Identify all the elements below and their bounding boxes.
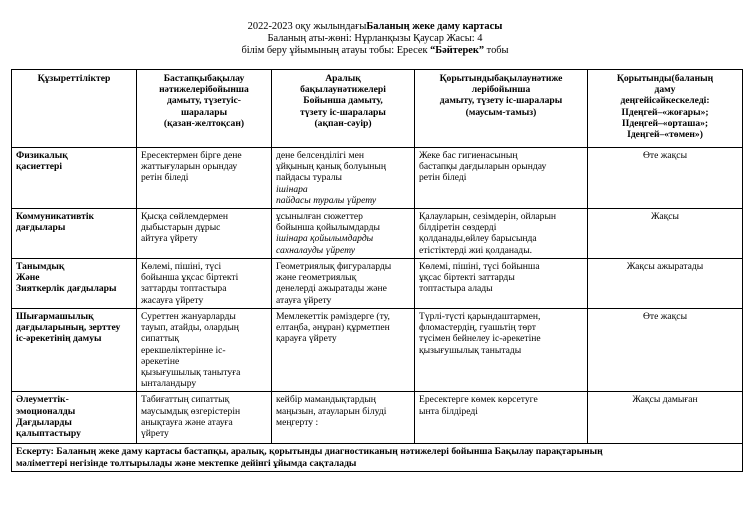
cell-line: сипаттық	[141, 333, 180, 345]
header-line: (қазан-желтоқсан)	[163, 117, 245, 129]
intermediate-activities-cell	[272, 209, 415, 259]
header-title-line	[0, 21, 750, 33]
col-header-intermediate	[272, 70, 415, 148]
cell-line: ұйқының қанық болуының	[276, 161, 387, 173]
header-line: лерібойынша	[471, 84, 531, 96]
cell-line: қалыптастыру	[16, 428, 81, 440]
initial-activities-cell	[137, 209, 272, 259]
header-year: 2022-2023 оқу жылындағы	[247, 21, 367, 32]
cell-line: Ескерту: Баланың жеке даму картасы бастапқы, аралық, қорытынды диагностиканың нәтижелері бойынша Бақылау парақтарының	[16, 446, 603, 458]
cell-line: заттарды топтастыра	[141, 283, 227, 295]
cell-line: анықтауға және атауға	[141, 416, 233, 428]
header-line: даму	[654, 84, 676, 96]
cell-line: мәліметтері негізінде толтырылады және мектепке дейінгі ұйымда сақталады	[16, 457, 357, 469]
header-child-line: Баланың аты-жөні: Нұрланқызы Қаусар Жасы: 4	[267, 33, 483, 45]
initial-activities-cell	[137, 392, 272, 444]
header-line: шаралары	[180, 106, 228, 118]
header-org: білім беру ұйымының атауы тобы: Ересек	[241, 45, 431, 57]
cell-line: Мемлекеттік рәміздерге (ту,	[276, 311, 390, 323]
cell-line: Және	[16, 272, 40, 284]
header-line: Бойынша дамыту,	[303, 95, 383, 107]
cell-line: Түрлі-түсті қарындаштармен,	[419, 311, 541, 323]
development-card-table	[11, 69, 743, 472]
cell-line: Коммуникативтік	[16, 211, 95, 223]
cell-line: білдіретін сөздерді	[419, 222, 497, 234]
result-cell: Өте жақсы	[588, 309, 743, 392]
cell-line: бойынша ұқсас біртекті	[141, 272, 239, 284]
cell-line: ішінара	[276, 183, 308, 195]
header-line: IIдеңгей–«орташа»;	[621, 117, 709, 129]
cell-line: етістіктерді жиі қолданады.	[419, 244, 533, 256]
cell-line: Көлемі, пішіні, түсі	[141, 261, 222, 273]
cell-line: түсімен бейнелеу іс-әрекетіне	[419, 333, 541, 345]
cell-line: сахналауды үйрету	[276, 244, 356, 256]
footer-note	[12, 444, 743, 471]
cell-line: дыбыстарын дұрыс	[141, 222, 221, 234]
cell-line: жаттығуларын орындау	[141, 161, 238, 173]
table-row	[12, 259, 743, 309]
document-header	[0, 21, 750, 58]
cell-line: фломастердің, гуашьтің төрт	[419, 322, 537, 334]
final-activities-cell	[415, 209, 588, 259]
header-line: IІдеңгей–«жоғары»;	[621, 106, 709, 118]
header-title: Баланың жеке даму картасы	[366, 21, 503, 32]
cell-line: Суреттен жануарларды	[141, 311, 236, 323]
intermediate-activities-cell	[272, 259, 415, 309]
result-cell: Жақсы дамыған	[588, 392, 743, 444]
table-row	[12, 392, 743, 444]
col-header-final	[415, 70, 588, 148]
cell-line: Табиғаттың сипаттық	[141, 394, 230, 406]
cell-line: бастапқы дағдыларын орындау	[419, 161, 547, 173]
cell-line: үйрету	[141, 428, 169, 440]
result-cell: Өте жақсы	[588, 148, 743, 209]
header-group-suffix: тобы	[484, 45, 509, 57]
cell-line: ретін біледі	[419, 172, 467, 184]
cell-line: дене белсенділігі мен	[276, 150, 364, 161]
cell-line: қолданады,өйлеу барысында	[419, 233, 537, 245]
cell-line: Әлеуметтік-	[16, 394, 69, 406]
cell-line: Танымдық	[16, 261, 65, 273]
final-activities-cell	[415, 148, 588, 209]
cell-line: қызығушылық танытады	[419, 344, 522, 356]
header-line: деңгейісәйкескеледі:	[620, 95, 710, 107]
table-footer-row	[12, 444, 743, 471]
competency-cell	[12, 148, 137, 209]
cell-line: қызығушылық танытуға	[141, 367, 241, 379]
header-line: дамыту, түзету іс-шаралары	[439, 95, 563, 107]
competency-cell	[12, 309, 137, 392]
cell-line: Жеке бас гигиенасының	[419, 150, 518, 161]
header-line: Қорытындыбақылаунәтиже	[439, 73, 563, 84]
cell-line: эмоционалды	[16, 405, 76, 417]
cell-line: Зияткерлік дағдылары	[16, 283, 117, 295]
header-line: түзету іс-шаралары	[300, 106, 386, 118]
header-line: бақылаунәтижелері	[300, 84, 386, 96]
cell-line: пайдасы туралы үйрету	[276, 194, 377, 206]
final-activities-cell	[415, 309, 588, 392]
cell-line: Геометриялық фигураларды	[276, 261, 392, 273]
col-header-initial	[137, 70, 272, 148]
final-activities-cell	[415, 259, 588, 309]
header-line: дамыту, түзетуіс-	[166, 95, 242, 107]
cell-line: ішінара қойылымдарды	[276, 233, 374, 245]
cell-line: Қысқа сөйлемдермен	[141, 211, 228, 223]
cell-line: Ересектермен бірге дене	[141, 150, 242, 161]
cell-line: пайдасы туралы	[276, 172, 343, 184]
cell-line: денелерді ажыратады және	[276, 283, 387, 295]
cell-line: ынталандыру	[141, 378, 197, 390]
cell-line: дағдылары	[16, 222, 66, 234]
header-line: (ақпан-сәуір)	[314, 117, 372, 129]
cell-line: атауға үйрету	[276, 294, 332, 306]
cell-line: қасиеттері	[16, 161, 63, 173]
cell-line: ұсынылған сюжеттер	[276, 211, 363, 223]
cell-line: дағдыларының, зерттеу	[16, 322, 121, 334]
header-line: Құзыреттіліктер	[37, 73, 111, 84]
cell-line: іс-әрекетінің дамуы	[16, 333, 102, 345]
intermediate-activities-cell	[272, 309, 415, 392]
table-row	[12, 148, 743, 209]
cell-line: ретін біледі	[141, 172, 189, 184]
result-cell: Жақсы ажыратады	[588, 259, 743, 309]
cell-line: топтастыра алады	[419, 283, 493, 295]
cell-line: Ересектерге көмек көрсетуге	[419, 394, 538, 406]
cell-line: әрекетіне	[141, 355, 180, 367]
intermediate-activities-cell	[272, 392, 415, 444]
header-group-line	[0, 45, 750, 57]
cell-line: Көлемі, пішіні, түсі бойынша	[419, 261, 540, 273]
cell-line: меңгерту :	[276, 416, 319, 428]
result-cell: Жақсы	[588, 209, 743, 259]
cell-line: тауып, атайды, олардың	[141, 322, 239, 334]
cell-line: және геометриялық	[276, 272, 357, 284]
cell-line: Дағдыларды	[16, 416, 72, 428]
table-header-row	[12, 70, 743, 148]
cell-line: кейбір мамандықтардың	[276, 394, 376, 406]
header-line: Аралық	[325, 73, 361, 84]
cell-line: маңызын, атауларын білуді	[276, 405, 387, 417]
cell-line: жасауға үйрету	[141, 294, 204, 306]
cell-line: ұқсас біртекті заттарды	[419, 272, 515, 284]
initial-activities-cell	[137, 259, 272, 309]
initial-activities-cell	[137, 309, 272, 392]
cell-line: бойынша қойылымдарды	[276, 222, 380, 234]
competency-cell	[12, 392, 137, 444]
competency-cell	[12, 259, 137, 309]
table-row	[12, 309, 743, 392]
col-header-result	[588, 70, 743, 148]
col-header-competencies	[12, 70, 137, 148]
header-line: Бастапқыбақылау	[163, 73, 245, 84]
final-activities-cell	[415, 392, 588, 444]
cell-line: маусымдық өзгерістерін	[141, 405, 241, 417]
table-row	[12, 209, 743, 259]
cell-line: Шығармашылық	[16, 311, 94, 323]
header-line: Ідеңгей–«төмен»)	[627, 129, 703, 141]
header-line: нәтижелерібойынша	[159, 84, 249, 96]
competency-cell	[12, 209, 137, 259]
intermediate-activities-cell	[272, 148, 415, 209]
cell-line: қарауға үйрету	[276, 333, 337, 345]
initial-activities-cell	[137, 148, 272, 209]
cell-line: Қалауларын, сезімдерін, ойларын	[419, 211, 557, 223]
cell-line: ерекшеліктерінне іс-	[141, 344, 226, 356]
header-line: (маусым-тамыз)	[465, 106, 537, 118]
cell-line: Физикалық	[16, 150, 68, 161]
cell-line: ынта білдіреді	[419, 405, 478, 417]
header-group-name: “Бәйтерек”	[430, 45, 485, 57]
cell-line: елтаңба, әнұран) құрметпен	[276, 322, 390, 334]
cell-line: айтуға үйрету	[141, 233, 198, 245]
header-line: Қорытынды(баланың	[616, 73, 714, 84]
